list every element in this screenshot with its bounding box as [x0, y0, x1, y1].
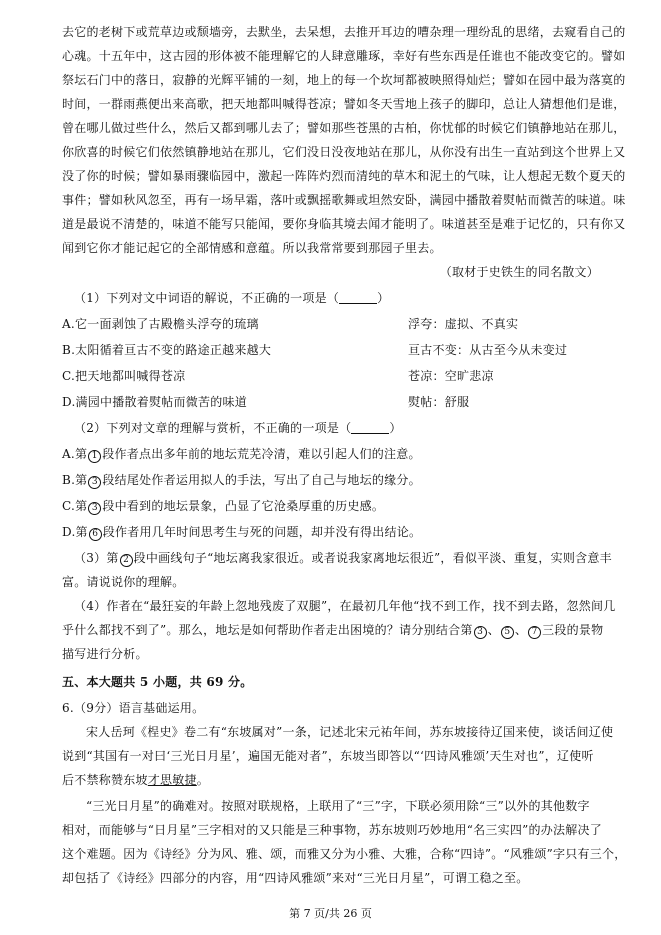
q6-para2-line: 这个难题。因为《诗经》分为风、雅、颂，而雅又分为小雅、大雅，合称“四诗”。“风雅颂”字只有三个，: [62, 847, 627, 861]
option-explain: 熨帖：舒服: [408, 395, 470, 409]
q4-text: 三段的景物: [542, 623, 604, 637]
passage-line: 道是最说不清楚的，味道不能写只能闻，要你身临其境去闻才能明了。味道甚至是难于记忆的，只有你又: [62, 217, 626, 231]
q4-line-3: 描写进行分析。: [62, 647, 148, 661]
q1-option-d: [62, 394, 608, 410]
option-text: A.它一面剥蚀了古殿檐头浮夸的琉璃: [62, 317, 259, 331]
underlined-phrase: 才思敏捷: [147, 773, 197, 787]
q2-stem: [74, 420, 620, 436]
q6-para1-last: [62, 772, 608, 788]
q2-stem-text: （2）下列对文章的理解与赏析，不正确的一项是（: [74, 421, 352, 435]
circled-number: 5: [501, 626, 514, 639]
q1-stem-close: ）: [377, 291, 390, 305]
circled-number: 3: [88, 476, 101, 489]
passage-line: 祭坛石门中的落日，寂静的光辉平铺的一刻，地上的每一个坎坷都被映照得灿烂；譬如在园中最为落寞的: [62, 73, 626, 87]
q4-line-1: （4）作者在“最狂妄的年龄上忽地残废了双腿”，在最初几年他“找不到工作，找不到去路，忽然间几: [74, 599, 616, 613]
option-text: 段作者点出多年前的地坛荒芜冷清，难以引起人们的注意。: [102, 447, 421, 461]
option-text: 段结尾处作者运用拟人的手法，写出了自己与地坛的缘分。: [102, 473, 421, 487]
circled-number: 6: [89, 528, 102, 541]
page-footer: 第 7 页/共 26 页: [289, 907, 372, 920]
q6-heading: 6.（9分）语言基础运用。: [62, 701, 205, 715]
passage-line: 心魂。十五年中，这古园的形体被不能理解它的人肆意雕琢，幸好有些东西是任谁也不能改变它的。譬如: [62, 49, 626, 63]
option-explain: 亘古不变：从古至今从未变过: [408, 343, 568, 357]
option-explain: 苍凉：空旷悲凉: [408, 369, 494, 383]
circled-number: 2: [120, 554, 133, 567]
option-text: C.把天地都叫喊得苍凉: [62, 369, 186, 383]
q6-text: 。: [196, 773, 210, 787]
q3-line-2: 富。请说说你的理解。: [62, 575, 185, 589]
q1-option-a: [62, 316, 608, 332]
q6-para1-line: 说到“其国有一对曰‘三光日月星’，遍国无能对者”，东坡当即答以“‘四诗风雅颂’天生对也”，辽使听: [62, 749, 594, 763]
passage-line: 去它的老树下或荒草边或颓墙旁，去默坐，去呆想，去推开耳边的嘈杂理一理纷乱的思绪，去窥看自己的: [62, 25, 626, 39]
q6-para1-line: 宋人岳珂《桯史》卷二有“东坡属对”一条，记述北宋元祐年间，苏东坡接待辽国来使，谈话间辽使: [86, 725, 614, 739]
answer-blank[interactable]: [339, 292, 377, 304]
option-text: B.太阳循着亘古不变的路途正越来越大: [62, 343, 272, 357]
q4-text: 乎什么都找不到了”。那么，地坛是如何帮助作者走出困境的？请分别结合第: [62, 623, 473, 637]
q6-para2-line: “三光日月星”的确难对。按照对联规格，上联用了“三”字，下联必须用除“三”以外的其他数字: [86, 799, 590, 813]
q4-line-2: [62, 622, 608, 639]
q2-option-b: [62, 472, 608, 489]
circled-number: 7: [528, 626, 541, 639]
q3-text: 段中画线句子“地坛离我家很近。或者说我家离地坛很近”，看似平淡、重复，实则含意丰: [133, 551, 612, 565]
q3-line-1: [74, 550, 620, 567]
q6-para2-line: 却包括了《诗经》四部分的内容，用“四诗风雅颂”来对“三光日月星”，可谓工稳之至。: [62, 871, 529, 885]
answer-blank[interactable]: [351, 422, 389, 434]
option-text: 段作者用几年时间思考生与死的问题，却并没有得出结论。: [102, 525, 422, 539]
q1-option-b: [62, 342, 608, 358]
option-prefix: C.第: [62, 499, 88, 513]
passage-line: 事件；譬如秋风忽至，再有一场早霜，落叶或飘摇歌舞或坦然安卧，满园中播散着熨帖而微苦的味道。味: [62, 193, 626, 207]
separator: 、: [487, 623, 500, 637]
q1-stem-text: （1）下列对文中词语的解说，不正确的一项是（: [74, 291, 340, 305]
q2-stem-close: ）: [389, 421, 402, 435]
option-prefix: B.第: [62, 473, 88, 487]
option-text: D.满园中播散着熨帖而微苦的味道: [62, 395, 248, 409]
q6-para2-line: 相对，而能够与“日月星”三字相对的又只能是三种事物，苏东坡则巧妙地用“名三实四”的办法解决了: [62, 823, 603, 837]
option-prefix: A.第: [62, 447, 88, 461]
separator: 、: [514, 623, 528, 637]
circled-number: 3: [88, 502, 101, 515]
passage-line: 没了你的时候；譬如暴雨骤临园中，激起一阵阵灼烈而清纯的草木和泥土的气味，让人想起无数个夏天的: [62, 169, 626, 183]
q2-option-d: [62, 524, 608, 541]
passage-source: （取材于史铁生的同名散文）: [439, 265, 599, 279]
q1-option-c: [62, 368, 608, 384]
option-text: 段中看到的地坛景象，凸显了它沧桑厚重的历史感。: [102, 499, 385, 513]
passage-line: 你欣喜的时候它们依然镇静地站在那儿，它们没日没夜地站在那儿，从你没有出生一直站到这个世界上又: [62, 145, 626, 159]
section-heading: 五、本大题共 5 小题，共 69 分。: [62, 675, 253, 689]
q1-stem: [74, 290, 620, 306]
passage-line: 闻到它你才能记起它的全部情感和意蕴。所以我常常要到那园子里去。: [62, 241, 442, 255]
option-explain: 浮夸：虚拟、不真实: [408, 317, 519, 331]
circled-number: 1: [88, 450, 101, 463]
q6-text: 后不禁称赞东坡: [62, 773, 148, 787]
passage-line: 时间，一群雨燕便出来高歌，把天地都叫喊得苍凉；譬如冬天雪地上孩子的脚印，总让人猜想他们是谁，: [62, 97, 626, 111]
circled-number: 3: [474, 626, 487, 639]
q2-option-c: [62, 498, 608, 515]
q2-option-a: [62, 446, 608, 463]
passage-line: 曾在哪儿做过些什么，然后又都到哪儿去了；譬如那些苍黑的古柏，你忧郁的时候它们镇静地站在那儿，: [62, 121, 626, 135]
option-prefix: D.第: [62, 525, 88, 539]
q3-prefix: （3）第: [74, 551, 119, 565]
